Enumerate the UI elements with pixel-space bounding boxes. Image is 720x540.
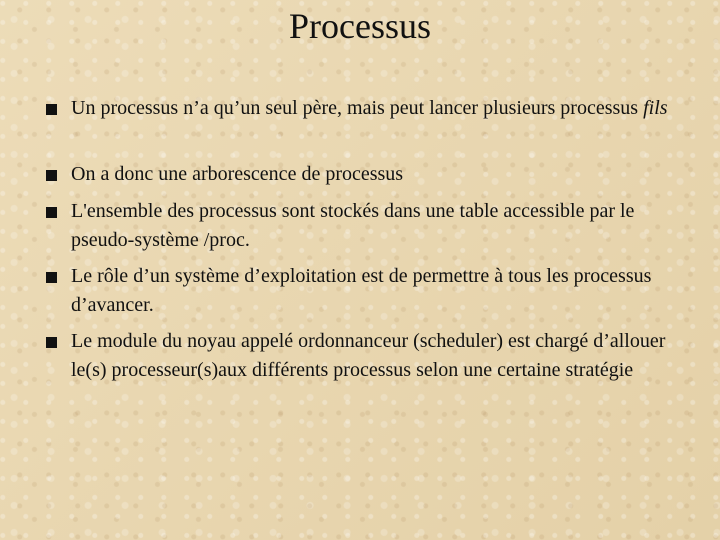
square-bullet-icon [46,170,57,181]
bullet-text: L'ensemble des processus sont stockés dans une table accessible par le pseudo-système /proc. [71,200,635,251]
bullet-text: Le rôle d’un système d’exploitation est de permettre à tous les processus d’avancer. [71,265,652,316]
bullet-text: Le module du noyau appelé ordonnanceur (scheduler) est chargé d’allouer le(s) processeur(s)aux différents processus selon une certaine stratégie [71,330,666,381]
bullet-text: On a donc une arborescence de processus [71,163,404,185]
square-bullet-icon [46,272,57,283]
square-bullet-icon [46,337,57,348]
square-bullet-icon [46,104,57,115]
slide-title: Processus [289,6,431,46]
square-bullet-icon [46,207,57,218]
emphasized-word: fils [643,97,668,119]
bullet-main-text: Un processus n’a qu’un seul père, mais peut lancer plusieurs processus [71,97,644,119]
bullet-text [71,94,681,123]
